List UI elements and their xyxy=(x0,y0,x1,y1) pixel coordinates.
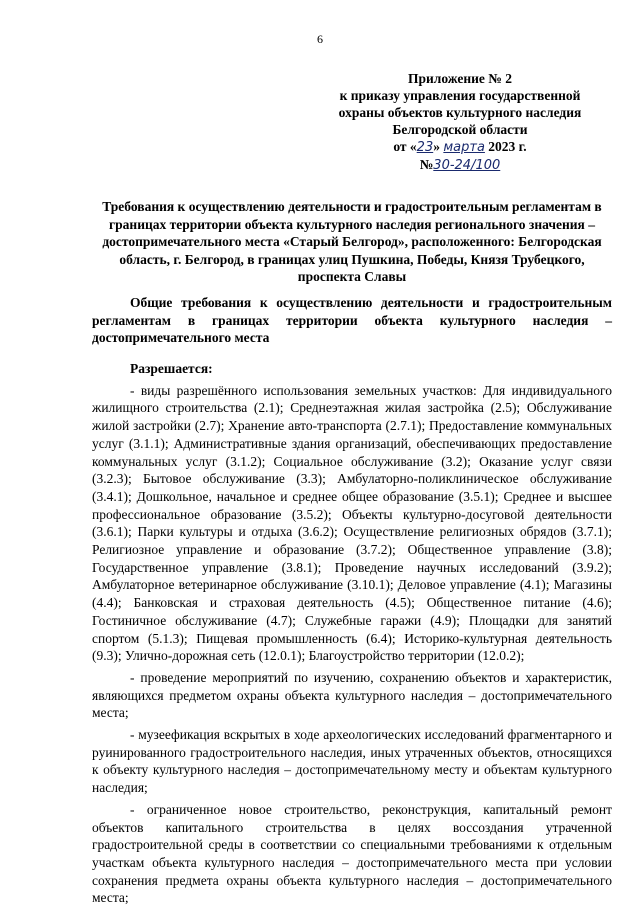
date-mid: » xyxy=(433,139,440,154)
number-value: 30-24/100 xyxy=(433,158,501,173)
date-day: 23 xyxy=(416,140,434,155)
date-prefix: от « xyxy=(393,139,417,154)
appendix-line-1: к приказу управления государственной xyxy=(339,88,581,103)
order-number xyxy=(330,156,590,174)
appendix-title: Приложение № 2 xyxy=(408,71,512,86)
list-item: - виды разрешённого использования земельных участков: Для индивидуального жилищного строительства (2.1); Среднеэтажная жилая застройка (2.5); Обслуживание жилой застройки (2.7); Хранение авто-транспорта (2.7.1); Предоставление коммунальных услуг (3.1.1); Административные здания организаций, обеспечивающих предоставление коммунальных услуг (3.1.2); Социальное обслуживание (3.2); Оказание услуг связи (3.2.3); Бытовое обслуживание (3.3); Амбулаторно-поликлиническое обслуживание (3.4.1); Дошкольное, начальное и среднее общее образование (3.5.1); Среднее и высшее профессиональное образование (3.5.2); Объекты культурно-досуговой деятельности (3.6.1); Парки культуры и отдыха (3.6.2); Осуществление религиозных обрядов (3.7.1); Религиозное управление и образование (3.7.2); Общественное управление (3.8); Государственное управление (3.8.1); Проведение научных исследований (3.9.2); Амбулаторное ветеринарное обслуживание (3.10.1); Деловое управление (4.1); Магазины (4.4); Банковская и страховая деятельность (4.5); Общественное питание (4.6); Гостиничное обслуживание (4.7); Служебные гаражи (4.9); Площадки для занятий спортом (5.1.3); Пищевая промышленность (6.4); Историко-культурная деятельность (9.3); Улично-дорожная сеть (12.0.1); Благоустройство территории (12.0.2); xyxy=(92,382,612,664)
date-month: марта xyxy=(443,140,485,155)
section-title: Общие требования к осуществлению деятельности и градостроительным регламентам в границах территории объекта культурного наследия – достопримечательного места xyxy=(92,295,612,345)
list-item: - проведение мероприятий по изучению, сохранению объектов и характеристик, являющихся предметом охраны объекта культурного наследия – достопримечательного места; xyxy=(92,669,612,721)
appendix-line-2: охраны объектов культурного наследия xyxy=(338,105,582,120)
allowed-label: Разрешается: xyxy=(130,361,213,376)
order-date xyxy=(330,138,590,156)
appendix-header xyxy=(330,70,590,174)
date-year: 2023 г. xyxy=(488,139,527,154)
document-title: Требования к осуществлению деятельности и градостроительным регламентам в границах территории объекта культурного наследия регионального значения – достопримечательного места «Старый Белгород», расположенного: Белгородская область, г. Белгород, в границах улиц Пушкина, Победы, Князя Трубецкого, проспекта Славы xyxy=(102,199,602,284)
list-item: - музеефикация вскрытых в ходе археологических исследований фрагментарного и руинированного градостроительного наследия, иных утраченных объектов, относящихся к объекту культурного наследия – достопримечательному месту и объектам культурного наследия; xyxy=(92,727,612,796)
page-number: 6 xyxy=(317,32,323,46)
list-item: - ограниченное новое строительство, реконструкция, капитальный ремонт объектов капитального строительства в целях воссоздания утраченной градостроительной среды в соответствии со специальными требованиями к отдельным участкам объекта культурного наследия – достопримечательного места при условии сохранения предмета охраны объекта культурного наследия – достопримечательного места; xyxy=(92,801,612,906)
appendix-line-3: Белгородской области xyxy=(392,122,528,137)
number-prefix: № xyxy=(419,157,434,172)
document-body xyxy=(92,360,612,911)
